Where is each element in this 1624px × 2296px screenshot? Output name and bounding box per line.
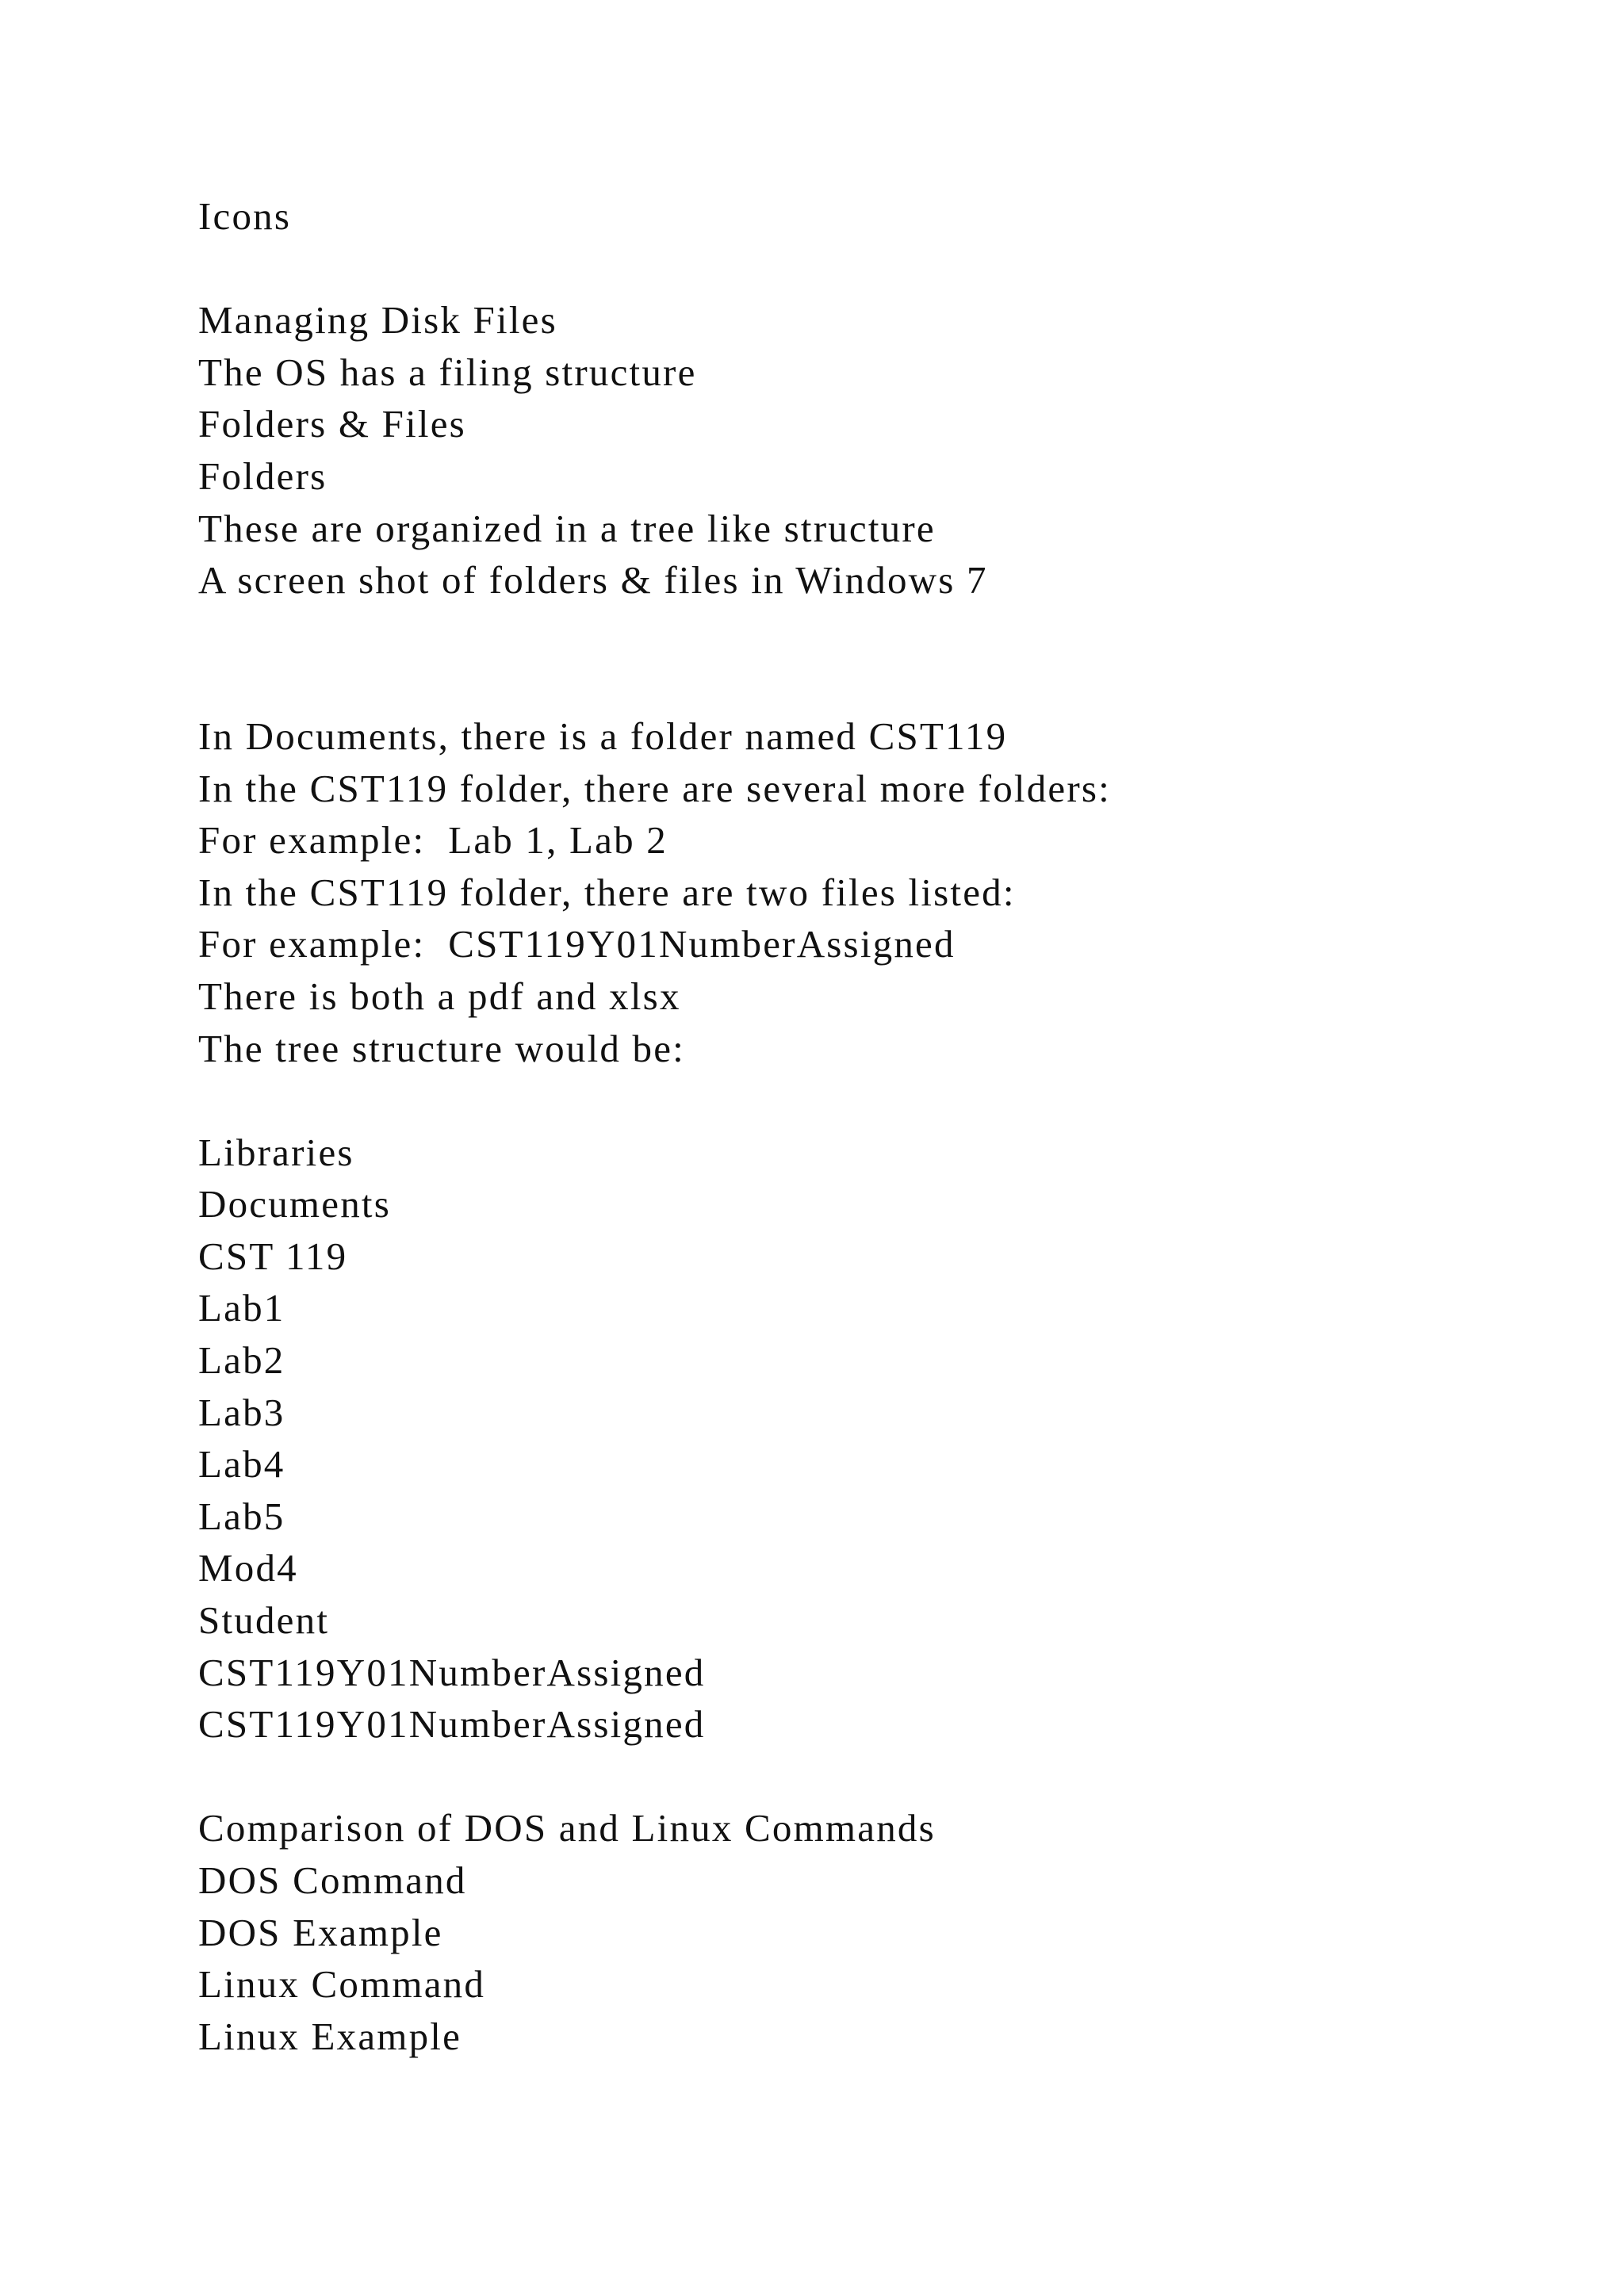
text-line: Folders [198,453,327,498]
text-line: In Documents, there is a folder named CST119 [198,714,1008,758]
tree-item: Libraries [198,1130,354,1174]
comparison-header: Linux Example [198,2014,462,2058]
tree-item: Lab2 [198,1338,285,1383]
text-line: There is both a pdf and xlsx [198,974,681,1018]
tree-item: Documents [198,1182,391,1226]
tree-item: CST119Y01NumberAssigned [198,1702,706,1747]
section-title-managing-disk-files: Managing Disk Files [198,298,557,342]
text-line: The tree structure would be: [198,1026,685,1070]
tree-item: CST 119 [198,1234,348,1278]
blank-line [198,607,1546,659]
comparison-header: DOS Example [198,1910,443,1954]
tree-item: CST119Y01NumberAssigned [198,1650,706,1694]
text-line: For example: CST119Y01NumberAssigned [198,922,956,966]
blank-line [198,658,1546,710]
text-line: In the CST119 folder, there are two files listed: [198,870,1016,914]
section-title-comparison: Comparison of DOS and Linux Commands [198,1806,936,1850]
comparison-header: Linux Command [198,1962,486,2007]
text-line: These are organized in a tree like structure [198,506,936,550]
tree-item: Lab1 [198,1286,285,1330]
document-body [198,190,1546,2062]
text-line: For example: Lab 1, Lab 2 [198,818,668,863]
text-line: Folders & Files [198,402,466,446]
blank-line [198,1751,1546,1803]
heading-icons: Icons [198,194,292,238]
tree-item: Student [198,1598,330,1643]
tree-item: Mod4 [198,1546,298,1590]
text-line: A screen shot of folders & files in Windows 7 [198,558,988,603]
comparison-header: DOS Command [198,1858,467,1902]
text-line: In the CST119 folder, there are several more folders: [198,766,1111,810]
tree-item: Lab5 [198,1494,285,1538]
tree-item: Lab3 [198,1390,285,1434]
blank-line [198,243,1546,295]
blank-line [198,1074,1546,1127]
text-line: The OS has a filing structure [198,350,697,394]
tree-item: Lab4 [198,1442,285,1487]
